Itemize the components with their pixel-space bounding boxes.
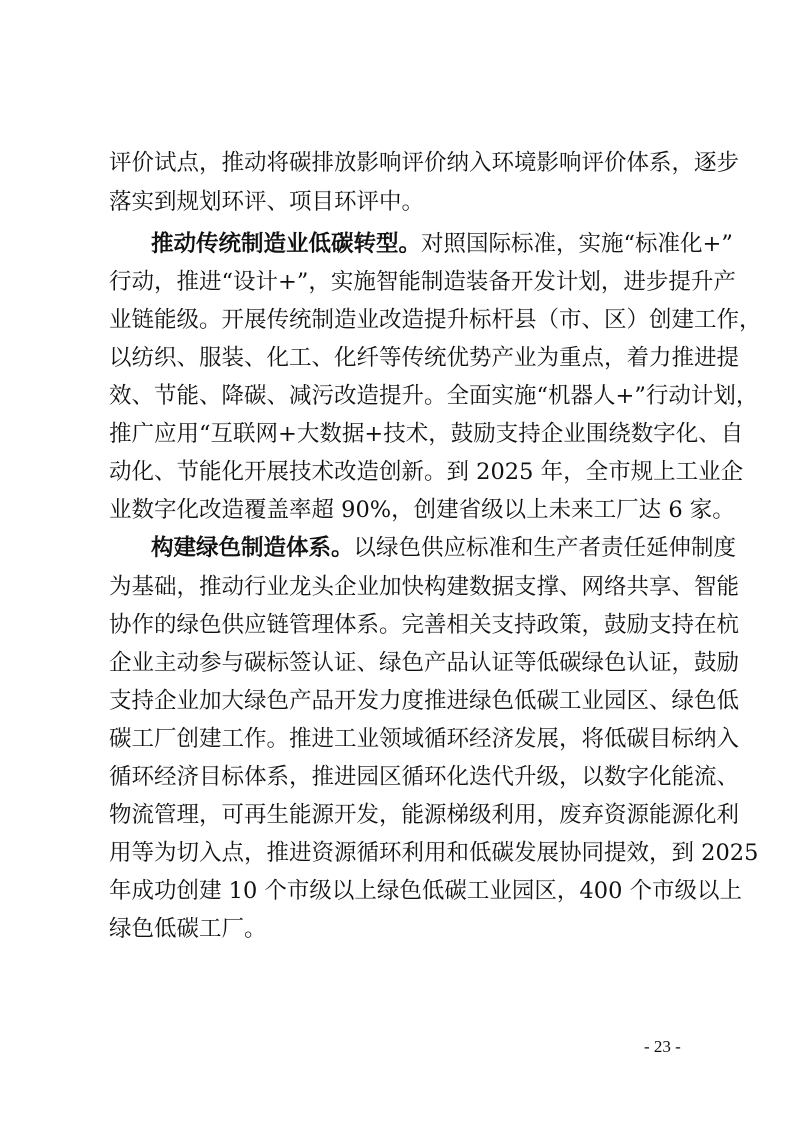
body-text-line: 碳工厂创建工作。推进工业领域循环经济发展，将低碳目标纳入 [109, 726, 740, 752]
body-text-line: 循环经济目标体系，推进园区循环化迭代升级，以数字化能流、 [109, 764, 740, 790]
body-text-line: 业链能级。开展传统制造业改造提升标杆县（市、区）创建工作， [109, 307, 762, 333]
body-text-line: 支持企业加大绿色产品开发力度推进绿色低碳工业园区、绿色低 [109, 688, 740, 714]
body-text-line: 年成功创建 10 个市级以上绿色低碳工业园区，400 个市级以上 [109, 878, 743, 904]
body-text-line: 落实到规划环评、项目环评中。 [109, 189, 425, 215]
paragraph-line [151, 532, 737, 564]
section-heading: 构建绿色制造体系。 [151, 535, 354, 561]
body-text-line: 企业主动参与碳标签认证、绿色产品认证等低碳绿色认证，鼓励 [109, 650, 740, 676]
body-text: 对照国际标准，实施“标准化+” [421, 231, 733, 257]
body-text-line: 协作的绿色供应链管理体系。完善相关支持政策，鼓励支持在杭 [109, 612, 740, 638]
paragraph-line [151, 228, 733, 260]
body-text-line: 效、节能、降碳、减污改造提升。全面实施“机器人+”行动计划， [109, 383, 759, 409]
section-heading: 推动传统制造业低碳转型。 [151, 231, 422, 257]
body-text-line: 物流管理，可再生能源开发，能源梯级利用，废弃资源能源化利 [109, 802, 740, 828]
body-text: 以绿色供应标准和生产者责任延伸制度 [353, 535, 737, 561]
body-text-line: 业数字化改造覆盖率超 90%，创建省级以上未来工厂达 6 家。 [109, 497, 735, 523]
body-text-line: 行动，推进“设计+”，实施智能制造装备开发计划，进步提升产 [109, 269, 736, 295]
body-text-line: 评价试点，推动将碳排放影响评价纳入环境影响评价体系，逐步 [109, 150, 740, 176]
body-text-line: 动化、节能化开展技术改造创新。到 2025 年，全市规上工业企 [109, 459, 744, 485]
body-text-line: 用等为切入点，推进资源循环利用和低碳发展协同提效，到 2025 [109, 840, 759, 866]
body-text-line: 推广应用“互联网+大数据+技术，鼓励支持企业围绕数字化、自 [109, 421, 744, 447]
body-text-line: 为基础，推动行业龙头企业加快构建数据支撑、网络共享、智能 [109, 574, 740, 600]
page-number: - 23 - [644, 1037, 681, 1056]
body-text-line: 以纺织、服装、化工、化纤等传统优势产业为重点，着力推进提 [109, 345, 740, 371]
body-text-line: 绿色低碳工厂。 [109, 916, 267, 942]
